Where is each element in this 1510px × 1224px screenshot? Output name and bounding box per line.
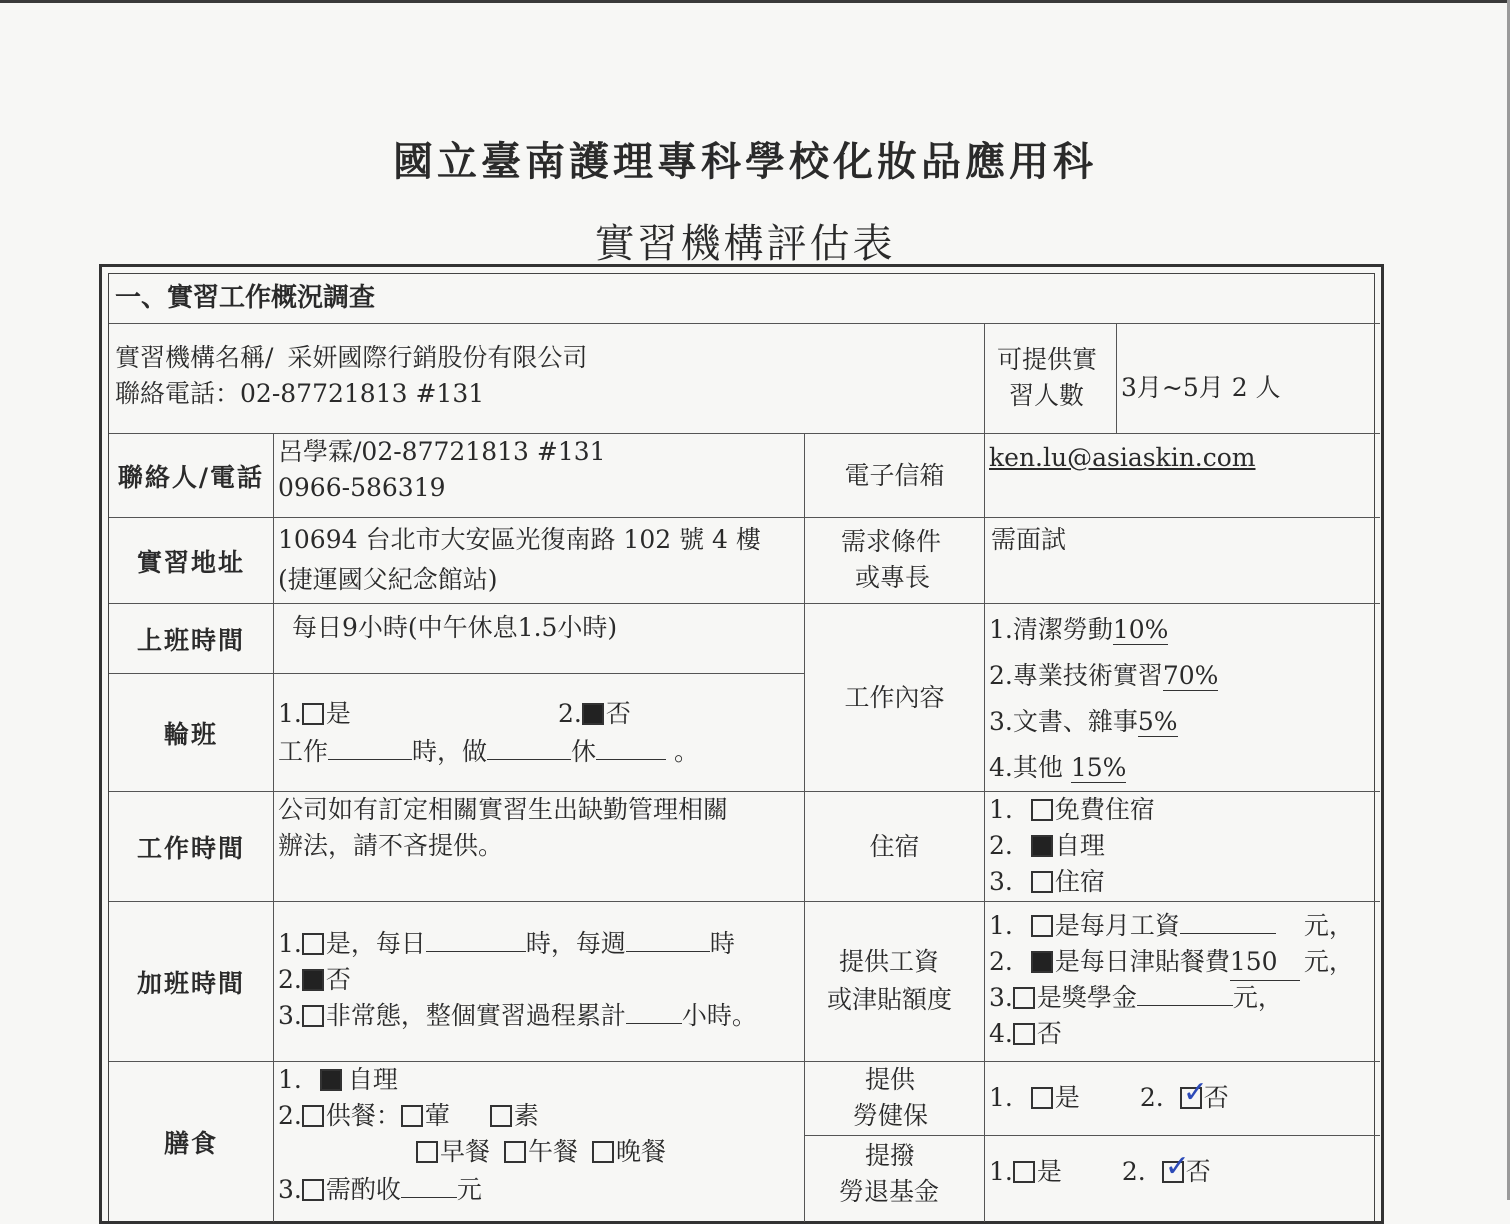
meals-option-3-unit: 元	[456, 1175, 482, 1204]
pension-yes-num: 1.	[989, 1157, 1013, 1186]
lodging-option-3-num: 3.	[989, 867, 1013, 896]
overtime-total-field[interactable]	[626, 1023, 682, 1024]
pension-label-1: 提撥	[865, 1141, 916, 1170]
overtime-option-1-text: 是，每日	[325, 929, 426, 958]
wage-option-2[interactable]	[989, 944, 1354, 981]
contact-line-2: 0966-586319	[278, 473, 446, 502]
work-hours-label: 上班時間	[136, 625, 245, 655]
work-hours-value: 每日9小時(中午休息1.5小時)	[292, 613, 618, 642]
pension-yes-checkbox[interactable]	[1013, 1161, 1035, 1183]
work-content-item-2	[989, 658, 1218, 694]
lodging-provided-checkbox[interactable]	[1031, 871, 1053, 893]
meals-veg-text: 素	[513, 1101, 539, 1130]
meals-option-2-text: 供餐：	[325, 1101, 401, 1130]
lodging-option-2-text: 自理	[1054, 831, 1105, 860]
overtime-irregular-checkbox[interactable]	[302, 1005, 324, 1027]
insurance-yes-text: 是	[1054, 1083, 1080, 1112]
overtime-daily-field[interactable]	[426, 951, 526, 952]
pension-options[interactable]	[989, 1154, 1211, 1190]
requirement-value-cell[interactable]	[985, 518, 1380, 604]
lodging-option-3[interactable]	[989, 864, 1105, 900]
pension-no-checkbox[interactable]	[1162, 1161, 1184, 1183]
pension-value-cell[interactable]	[985, 1136, 1380, 1222]
wage-option-3-num: 3.	[989, 983, 1013, 1012]
attendance-value-cell[interactable]	[274, 792, 805, 902]
capacity-value: 3月~5月 2 人	[1121, 373, 1281, 402]
meals-provided-checkbox[interactable]	[302, 1105, 324, 1127]
meals-meat-checkbox[interactable]	[401, 1105, 423, 1127]
wage-daily-meal-value[interactable]: 150	[1230, 944, 1300, 981]
pension-label-cell	[805, 1136, 985, 1222]
meals-option-1[interactable]	[278, 1062, 398, 1098]
shift-work-a: 工作	[278, 737, 329, 766]
overtime-option-2[interactable]	[278, 962, 351, 998]
meals-option-2[interactable]	[278, 1098, 539, 1134]
meals-option-3-text: 需酌收	[325, 1175, 401, 1204]
shift-work-b: 時，做	[412, 737, 488, 766]
wage-monthly-field[interactable]	[1180, 933, 1276, 934]
work-content-item-4-pct: 15%	[1070, 753, 1127, 782]
form-subtitle: 實習機構評估表	[594, 221, 896, 267]
insurance-label-cell	[805, 1062, 985, 1136]
meals-label: 膳食	[163, 1129, 218, 1158]
overtime-option-1-num: 1.	[278, 929, 302, 958]
shift-work-rest-line	[278, 734, 699, 770]
overtime-option-2-num: 2.	[278, 965, 302, 994]
wage-option-4-text: 否	[1036, 1019, 1062, 1048]
lodging-option-2-num: 2.	[989, 831, 1013, 860]
overtime-option-1[interactable]	[278, 926, 735, 962]
work-content-item-1	[989, 612, 1168, 648]
work-content-label-cell	[805, 604, 985, 792]
lodging-option-1[interactable]	[989, 792, 1155, 828]
meals-option-3-num: 3.	[278, 1175, 302, 1204]
shift-work-days-field[interactable]	[328, 759, 412, 760]
email-label: 電子信箱	[844, 460, 945, 490]
overtime-option-1-weekly: 時，每週	[525, 929, 626, 958]
shift-rest-field[interactable]	[596, 759, 666, 760]
evaluation-form-table	[99, 264, 1384, 1224]
work-content-item-3-text: 3.文書、雜事	[989, 707, 1138, 736]
meals-lunch-checkbox[interactable]	[504, 1141, 526, 1163]
work-hours-label-cell	[109, 604, 274, 674]
insurance-no-text: 否	[1203, 1083, 1229, 1112]
meals-fee-field[interactable]	[401, 1197, 457, 1198]
org-info-cell[interactable]	[109, 324, 985, 434]
work-content-label: 工作內容	[844, 682, 945, 712]
capacity-label-cell	[985, 324, 1117, 434]
overtime-weekly-field[interactable]	[626, 951, 710, 952]
requirement-label-2: 或專長	[855, 563, 931, 592]
shift-work-hours-field[interactable]	[487, 759, 571, 760]
insurance-yes-num: 1.	[989, 1083, 1013, 1112]
shift-yes-checkbox[interactable]	[302, 703, 324, 725]
form-title: 國立臺南護理專科學校化妝品應用科	[393, 138, 1097, 185]
requirement-label-1: 需求條件	[841, 527, 942, 556]
requirement-label-cell	[805, 518, 985, 604]
meals-meat-text: 葷	[424, 1101, 450, 1130]
email-value-cell[interactable]	[985, 434, 1380, 518]
shift-option-no-text: 否	[605, 699, 631, 728]
wage-none-checkbox[interactable]	[1013, 1023, 1035, 1045]
insurance-yes-checkbox[interactable]	[1031, 1087, 1053, 1109]
insurance-options[interactable]	[989, 1080, 1229, 1116]
org-phone-label: 聯絡電話：	[115, 379, 241, 408]
insurance-no-checkbox[interactable]	[1180, 1087, 1202, 1109]
insurance-label-2: 勞健保	[853, 1101, 929, 1130]
insurance-label-1: 提供	[865, 1065, 916, 1094]
wage-option-1-num: 1.	[989, 911, 1013, 940]
lodging-option-1-num: 1.	[989, 795, 1013, 824]
overtime-option-3[interactable]	[278, 998, 757, 1034]
overtime-label-cell	[109, 902, 274, 1062]
wage-scholarship-field[interactable]	[1137, 1005, 1233, 1006]
work-content-item-4	[989, 750, 1126, 786]
work-content-item-3	[989, 704, 1178, 740]
pension-no-num: 2.	[1121, 1157, 1146, 1186]
wage-option-3[interactable]	[989, 980, 1283, 1016]
meals-breakfast-text: 早餐	[440, 1137, 491, 1166]
email-label-cell	[805, 434, 985, 518]
pension-yes-text: 是	[1036, 1157, 1062, 1186]
address-value-cell[interactable]	[274, 518, 805, 604]
wage-label-cell	[805, 902, 985, 1062]
shift-work-c: 休	[571, 737, 597, 766]
insurance-value-cell[interactable]	[985, 1062, 1380, 1136]
work-content-item-3-pct: 5%	[1137, 707, 1178, 736]
shift-option-yes[interactable]	[278, 696, 351, 732]
form-inner-border	[108, 273, 1375, 1221]
wage-option-3-text: 是獎學金	[1036, 983, 1137, 1012]
overtime-label: 加班時間	[136, 968, 245, 998]
work-content-item-1-pct: 10%	[1112, 615, 1169, 644]
wage-scholarship-checkbox[interactable]	[1013, 987, 1035, 1009]
meals-breakfast-checkbox[interactable]	[416, 1141, 438, 1163]
wage-daily-meal-checkbox[interactable]	[1031, 951, 1053, 973]
work-content-item-2-text: 2.專業技術實習	[989, 661, 1163, 690]
attendance-label-cell	[109, 792, 274, 902]
work-content-item-1-text: 1.清潔勞動	[989, 615, 1113, 644]
address-label: 實習地址	[136, 547, 245, 577]
shift-option-yes-num: 1.	[278, 699, 302, 728]
org-name-value: 采妍國際行銷股份有限公司	[287, 343, 588, 372]
section-header	[109, 274, 1380, 324]
overtime-option-3-unit: 小時。	[681, 1001, 757, 1030]
shift-work-d: 。	[674, 737, 700, 766]
meals-value-cell[interactable]	[274, 1062, 805, 1222]
work-content-value-cell[interactable]	[985, 604, 1380, 792]
wage-value-cell[interactable]	[985, 902, 1380, 1062]
attendance-line-1: 公司如有訂定相關實習生出缺勤管理相關	[278, 795, 729, 824]
insurance-no-num: 2.	[1139, 1083, 1164, 1112]
work-content-item-4-text: 4.其他	[989, 753, 1071, 782]
wage-option-2-text: 是每日津貼餐費	[1054, 947, 1230, 976]
shift-no-checkbox[interactable]	[582, 703, 604, 725]
section-title: 一、實習工作概況調查	[115, 283, 376, 313]
wage-label-2: 或津貼額度	[827, 985, 953, 1014]
meals-veg-checkbox[interactable]	[490, 1105, 512, 1127]
shift-option-no-num: 2.	[558, 699, 582, 728]
overtime-option-2-text: 否	[325, 965, 351, 994]
wage-option-2-num: 2.	[989, 947, 1013, 976]
overtime-option-3-text: 非常態，整個實習過程累計	[325, 1001, 626, 1030]
pension-no-text: 否	[1185, 1157, 1211, 1186]
requirement-value: 需面試	[991, 525, 1067, 554]
meals-times-line[interactable]	[416, 1134, 666, 1170]
capacity-label-1: 可提供實	[997, 345, 1098, 374]
wage-option-2-unit: 元，	[1303, 947, 1354, 976]
overtime-value-cell[interactable]	[274, 902, 805, 1062]
shift-label: 輪班	[163, 719, 218, 749]
contact-label: 聯絡人/電話	[117, 462, 265, 492]
address-line-1: 10694 台北市大安區光復南路 102 號 4 樓	[278, 525, 761, 554]
meals-fee-checkbox[interactable]	[302, 1179, 324, 1201]
work-content-item-2-pct: 70%	[1162, 661, 1219, 690]
wage-option-1-unit: 元，	[1303, 911, 1354, 940]
address-line-2: (捷運國父紀念館站)	[278, 565, 498, 594]
work-hours-value-cell[interactable]	[274, 604, 805, 674]
meals-dinner-checkbox[interactable]	[592, 1141, 614, 1163]
lodging-self-checkbox[interactable]	[1031, 835, 1053, 857]
wage-option-4-num: 4.	[989, 1019, 1013, 1048]
meals-option-2-num: 2.	[278, 1101, 302, 1130]
org-name-label: 實習機構名稱/	[115, 343, 274, 372]
lodging-label-cell	[805, 792, 985, 902]
contact-line-1: 呂學霖/02-87721813 #131	[278, 437, 606, 466]
lodging-option-3-text: 住宿	[1054, 867, 1105, 896]
wage-option-1[interactable]	[989, 908, 1354, 944]
contact-label-cell	[109, 434, 274, 518]
contact-value-cell[interactable]	[274, 434, 805, 518]
meals-option-1-text: 自理	[347, 1065, 398, 1094]
overtime-yes-checkbox[interactable]	[302, 933, 324, 955]
meals-label-cell	[109, 1062, 274, 1222]
capacity-value-cell[interactable]	[1117, 324, 1380, 434]
email-value[interactable]: ken.lu@asiaskin.com	[989, 443, 1256, 472]
meals-option-1-num: 1.	[278, 1065, 302, 1094]
lodging-value-cell[interactable]	[985, 792, 1380, 902]
lodging-option-2[interactable]	[989, 828, 1105, 864]
meals-dinner-text: 晚餐	[616, 1137, 667, 1166]
shift-option-yes-text: 是	[325, 699, 351, 728]
attendance-label: 工作時間	[136, 833, 245, 863]
page-top-edge	[0, 0, 1510, 3]
attendance-line-2: 辦法，請不吝提供。	[278, 831, 504, 860]
wage-monthly-checkbox[interactable]	[1031, 915, 1053, 937]
overtime-option-1-unit: 時	[709, 929, 735, 958]
wage-option-1-text: 是每月工資	[1054, 911, 1180, 940]
capacity-label-2: 習人數	[1009, 381, 1085, 410]
address-label-cell	[109, 518, 274, 604]
shift-label-cell	[109, 674, 274, 792]
lodging-label: 住宿	[869, 831, 920, 861]
shift-option-no[interactable]	[558, 696, 631, 732]
overtime-option-3-num: 3.	[278, 1001, 302, 1030]
wage-label-1: 提供工資	[839, 947, 940, 976]
wage-option-4[interactable]	[989, 1016, 1062, 1052]
meals-option-3[interactable]	[278, 1172, 482, 1208]
wage-option-3-unit: 元，	[1232, 983, 1283, 1012]
overtime-no-checkbox[interactable]	[302, 969, 324, 991]
lodging-free-checkbox[interactable]	[1031, 799, 1053, 821]
meals-self-checkbox[interactable]	[320, 1069, 342, 1091]
pension-label-2: 勞退基金	[839, 1177, 940, 1206]
lodging-option-1-text: 免費住宿	[1054, 795, 1155, 824]
shift-value-cell[interactable]	[274, 674, 805, 792]
org-phone-value: 02-87721813 #131	[240, 379, 485, 408]
meals-lunch-text: 午餐	[528, 1137, 579, 1166]
